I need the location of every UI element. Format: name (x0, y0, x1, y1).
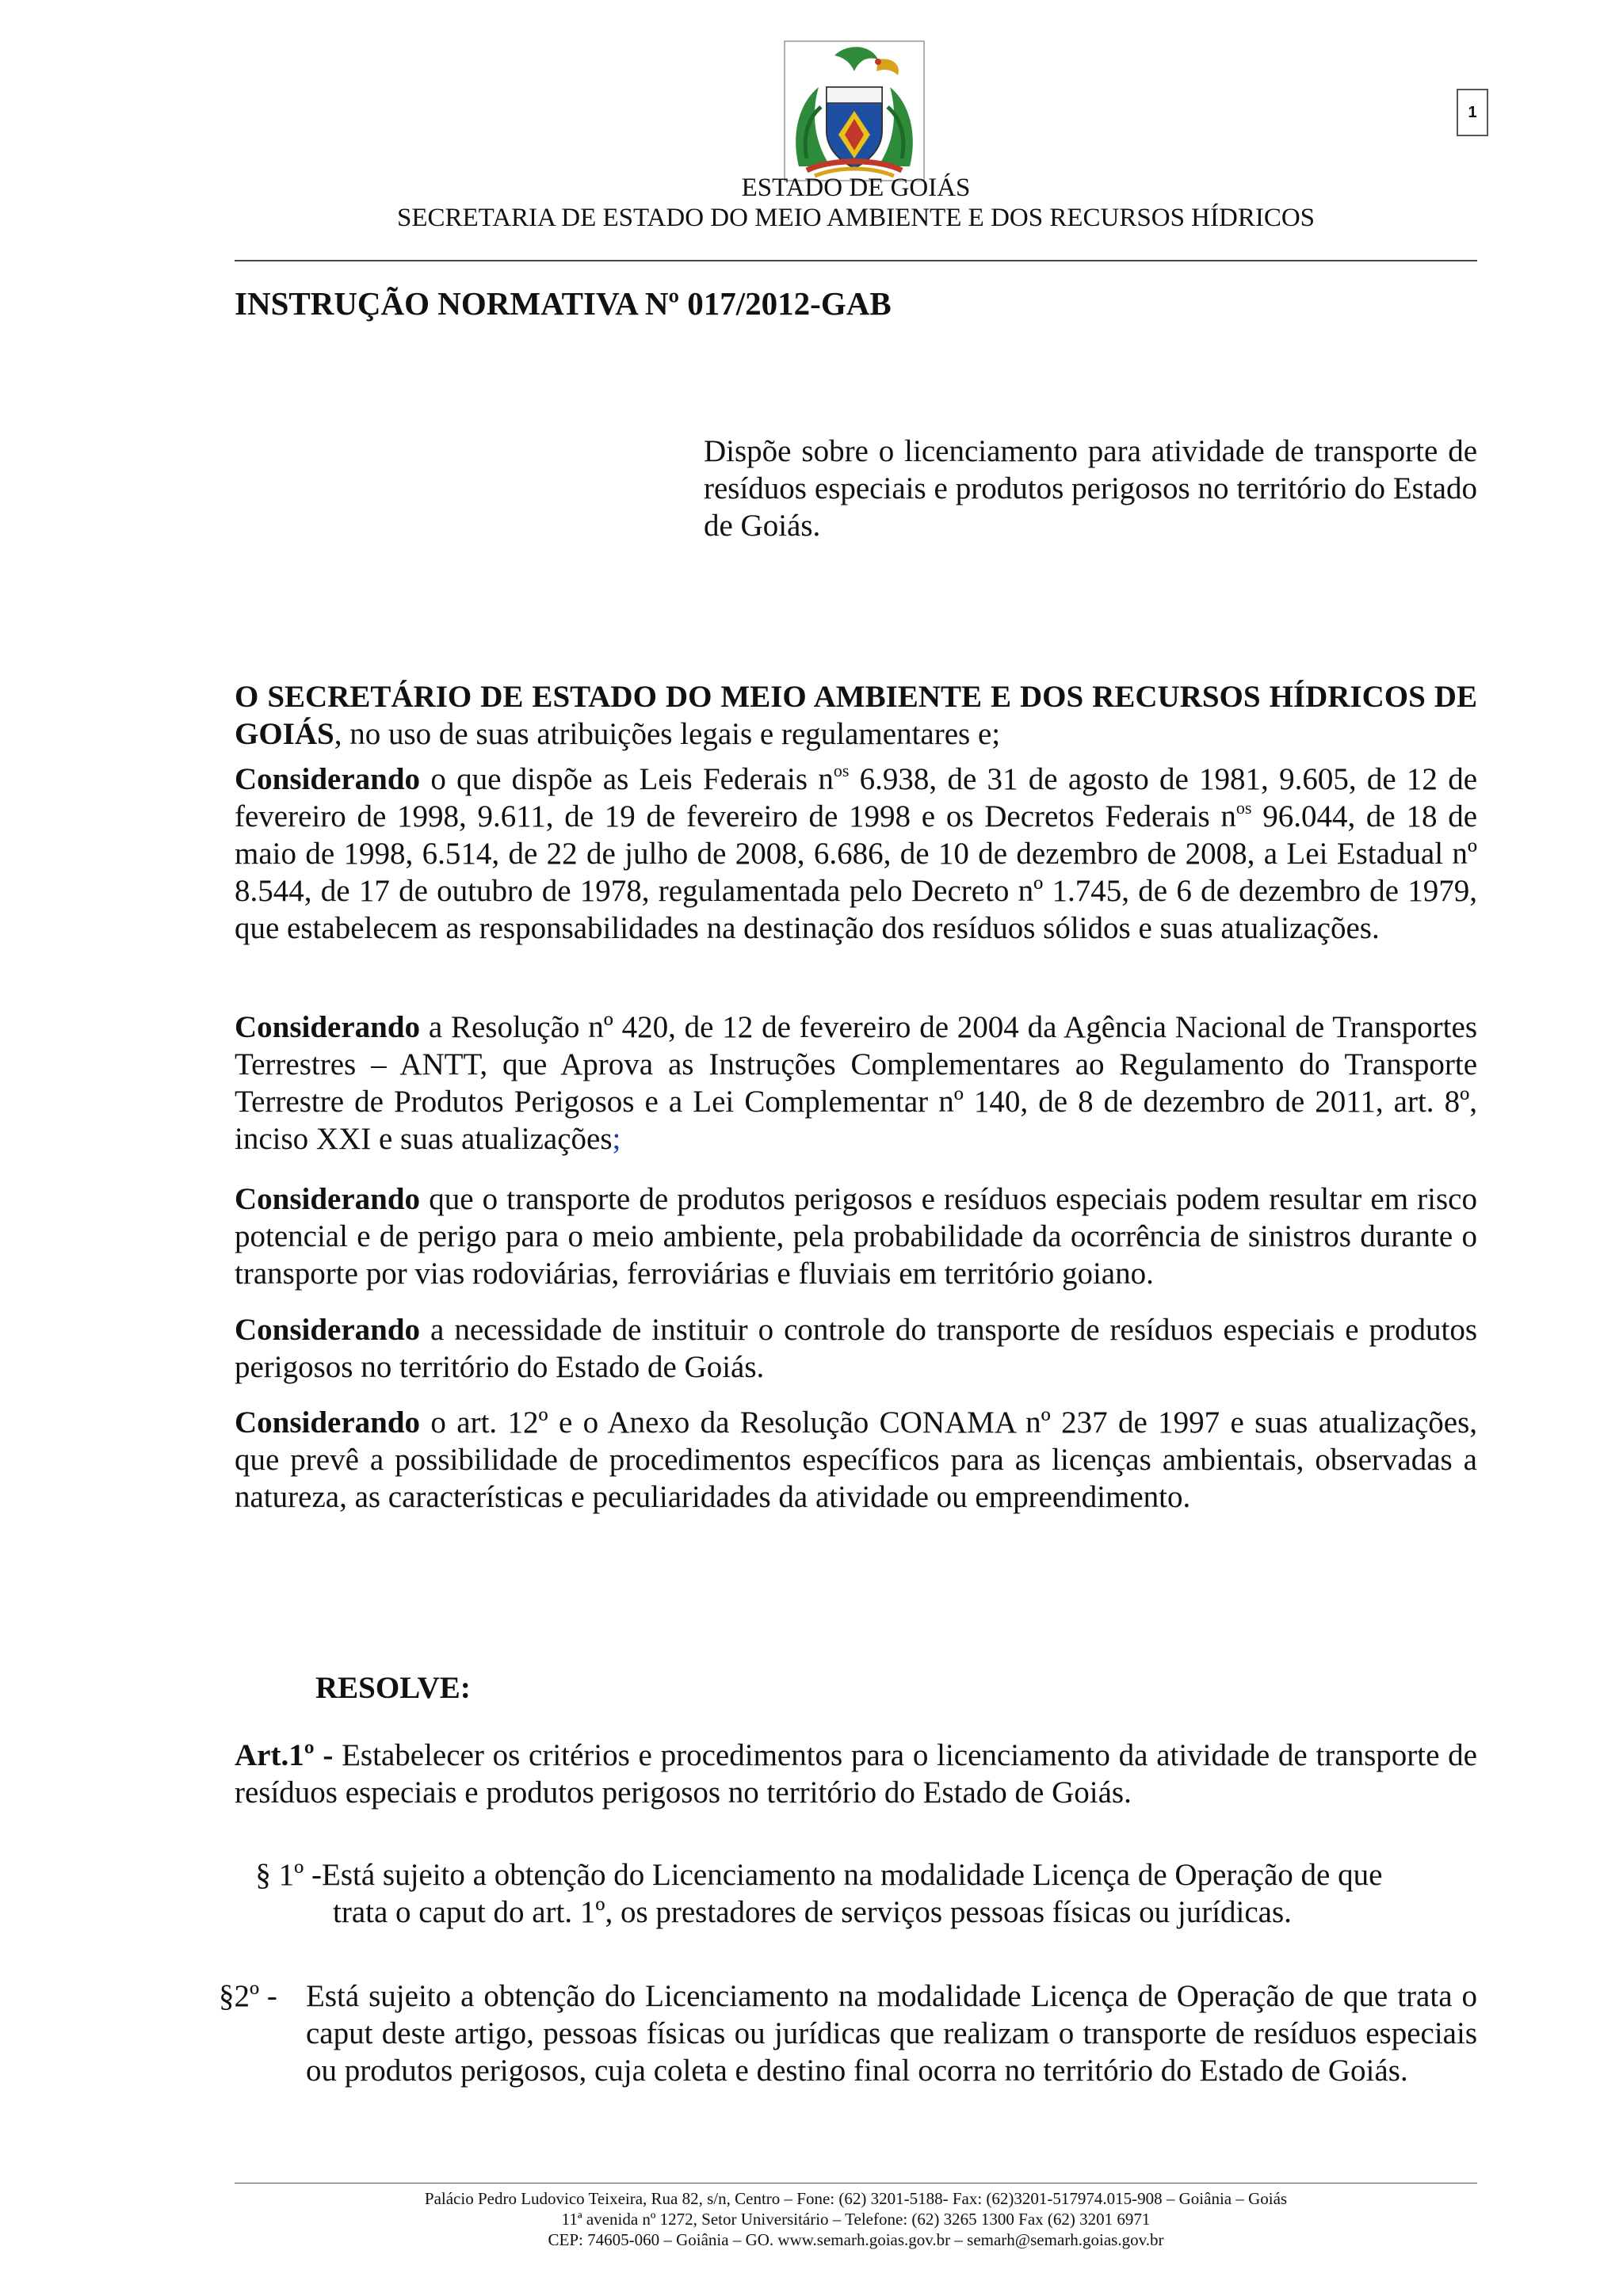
preamble-authority: O SECRETÁRIO DE ESTADO DO MEIO AMBIENTE E DOS RECURSOS HÍDRICOS DE GOIÁS (235, 680, 1477, 751)
footer-line-2: 11ª avenida nº 1272, Setor Universitário – Telefone: (62) 3265 1300 Fax (62) 3201 6971 (561, 2210, 1151, 2229)
considerando-5 (235, 1404, 1477, 1516)
considerando-1 (235, 761, 1477, 947)
preamble (235, 678, 1477, 753)
paragraph-text: Está sujeito a obtenção do Licenciamento na modalidade Licença de Operação de que trata o caput deste artigo, pessoas físicas ou jurídicas que realizam o transporte de resíduos especiais ou produtos perigosos, cuja coleta e destino final ocorra no território do Estado de Goiás. (306, 1979, 1477, 2088)
preamble-rest: , no uso de suas atribuições legais e regulamentares e; (334, 717, 1001, 751)
considerando-text: o art. 12º e o Anexo da Resolução CONAMA nº 237 de 1997 e suas atualizações, que prevê a possibilidade de procedimentos específicos para as licenças ambientais, observadas a natureza, as características e peculiaridades da atividade ou empreendimento. (235, 1405, 1477, 1514)
resolve-heading: RESOLVE: (315, 1671, 471, 1705)
header-divider (235, 260, 1477, 261)
paragraph-text (322, 1856, 1477, 1931)
considerando-label: Considerando (235, 1405, 421, 1440)
ementa: Dispõe sobre o licenciamento para atividade de transporte de resíduos especiais e produtos perigosos no território do Estado de Goiás. (704, 434, 1477, 543)
considerando-label: Considerando (235, 1182, 421, 1216)
paragraph-line: Está sujeito a obtenção do Licenciamento na modalidade Licença de Operação de que (322, 1858, 1383, 1892)
semicolon: ; (612, 1122, 621, 1156)
secretariat-name: SECRETARIA DE ESTADO DO MEIO AMBIENTE E DOS RECURSOS HÍDRICOS (396, 204, 1316, 232)
page-number-box: 1 (1457, 89, 1488, 136)
state-name: ESTADO DE GOIÁS (741, 174, 971, 202)
article-label: Art.1º - (235, 1738, 334, 1772)
paragraph-label: § 1º - (255, 1858, 322, 1892)
superscript: os (1235, 798, 1252, 818)
considerando-label: Considerando (235, 1010, 421, 1044)
superscript: os (833, 761, 850, 780)
considerando-text: 96.044, de 18 de maio de 1998, 6.514, de 22 de julho de 2008, 6.686, de 10 de dezembro de 2008, a Lei Estadual nº 8.544, de 17 de outubro de 1978, regulamentada pelo Decreto nº 1.745, de 6 de dezembro de 1979, que estabelecem as responsabilidades na destinação dos resíduos sólidos e suas atualizações. (235, 799, 1478, 945)
coat-of-arms-icon (783, 40, 926, 182)
footer-line-3: CEP: 74605-060 – Goiânia – GO. www.semarh.goias.gov.br – semarh@semarh.goias.gov.br (548, 2230, 1164, 2249)
considerando-text: 6.938, de 31 de agosto de 1981, 9.605, de 12 de fevereiro de 1998, 9.611, de 19 de fevereiro de 1998 e os Decretos Federais n (235, 762, 1477, 833)
paragraph-label: §2º - (219, 1979, 277, 2013)
article-1 (235, 1737, 1477, 1811)
considerando-3 (235, 1180, 1477, 1292)
article-text: Estabelecer os critérios e procedimentos para o licenciamento da atividade de transporte de resíduos especiais e produtos perigosos no território do Estado de Goiás. (235, 1738, 1477, 1810)
considerando-text: o que dispõe as Leis Federais n (420, 762, 834, 796)
paragraph-line: trata o caput do art. 1º, os prestadores de serviços pessoas físicas ou jurídicas. (333, 1895, 1292, 1929)
considerando-4 (235, 1311, 1477, 1386)
footer-line-1: Palácio Pedro Ludovico Teixeira, Rua 82, s/n, Centro – Fone: (62) 3201-5188- Fax: (62)3201-517974.015-908 – Goiânia – Goiás (424, 2189, 1288, 2208)
considerando-text: que o transporte de produtos perigosos e resíduos especiais podem resultar em risco potencial e de perigo para o meio ambiente, pela probabilidade da ocorrência de sinistros durante o transporte por vias rodoviárias, ferroviárias e fluviais em território goiano. (235, 1182, 1477, 1291)
considerando-2 (235, 1009, 1477, 1158)
considerando-text: a necessidade de instituir o controle do transporte de resíduos especiais e produtos perigosos no território do Estado de Goiás. (235, 1313, 1477, 1384)
considerando-label: Considerando (235, 1313, 421, 1347)
document-title: INSTRUÇÃO NORMATIVA Nº 017/2012-GAB (235, 285, 892, 322)
considerando-label: Considerando (235, 762, 421, 796)
considerando-text: a Resolução nº 420, de 12 de fevereiro de 2004 da Agência Nacional de Transportes Terrestres – ANTT, que Aprova as Instruções Complementares ao Regulamento do Transporte Terrestre de Produtos Perigosos e a Lei Complementar nº 140, de 8 de dezembro de 2011, art. 8º, inciso XXI e suas atualizações (235, 1010, 1477, 1156)
